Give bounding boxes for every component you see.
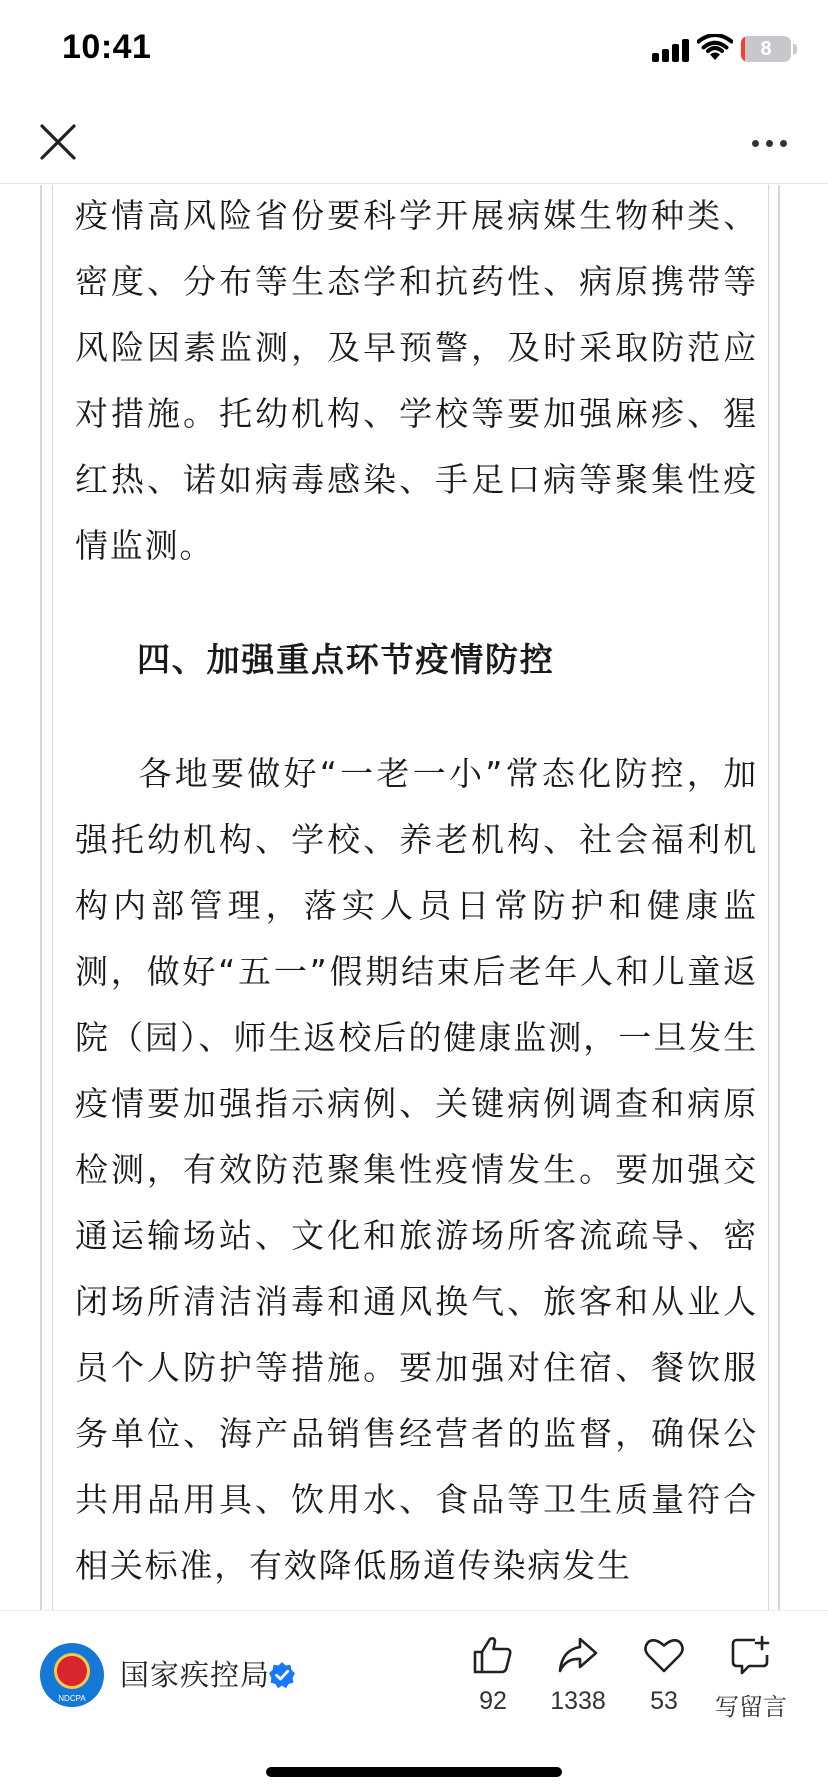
ndcpa-emblem-icon <box>54 1653 90 1689</box>
verified-badge-icon <box>268 1661 296 1689</box>
favorite-count: 53 <box>650 1687 678 1715</box>
article-content <box>0 185 828 1610</box>
favorite-button[interactable] <box>619 1633 709 1733</box>
article-paragraph: 疫情高风险省份要科学开展病媒生物种类、密度、分布等生态学和抗药性、病原携带等风险因素监测，及早预警，及时采取防范应对措施。托幼机构、学校等要加强麻疹、猩红热、诺如病毒感染、手足口病等聚集性疫情监测。 <box>75 196 758 565</box>
nav-bar <box>0 100 828 184</box>
article-paragraph <box>75 741 758 1599</box>
section-heading <box>75 627 758 693</box>
thumbs-up-icon <box>471 1633 515 1677</box>
home-indicator[interactable] <box>266 1767 562 1777</box>
write-comment-label: 写留言 <box>715 1693 787 1721</box>
article-paragraph-text: 各地要做好“一老一小”常态化防控，加强托幼机构、学校、养老机构、社会福利机构内部管理，落实人员日常防护和健康监测，做好“五一”假期结束后老年人和儿童返院（园）、师生返校后的健康监测，一旦发生疫情要加强指示病例、关键病例调查和病原检测，有效防范聚集性疫情发生。要加强交通运输场站、文化和旅游场所客流疏导、密闭场所清洁消毒和通风换气、旅客和从业人员个人防护等措施。要加强对住宿、餐饮服务单位、海产品销售经营者的监督，确保公共用品用具、饮用水、食品等卫生质量符合相关标准，有效降低肠道传染病发生 <box>75 754 758 1585</box>
like-button[interactable] <box>448 1633 538 1733</box>
status-bar <box>0 0 828 100</box>
close-icon[interactable] <box>36 120 80 164</box>
bottom-toolbar <box>0 1610 828 1792</box>
cellular-signal-icon <box>652 38 692 62</box>
heart-icon <box>642 1633 686 1677</box>
account-avatar[interactable] <box>40 1643 104 1707</box>
status-time: 10:41 <box>62 28 152 66</box>
avatar-caption: NDCPA <box>58 1694 86 1703</box>
share-arrow-icon <box>556 1633 600 1677</box>
write-comment-button[interactable] <box>706 1633 796 1733</box>
more-options-icon[interactable] <box>746 122 794 162</box>
battery-cap <box>793 44 797 54</box>
share-button[interactable] <box>533 1633 623 1733</box>
like-count: 92 <box>479 1687 507 1715</box>
frame-border-right-inner <box>768 185 769 1610</box>
share-count: 1338 <box>550 1687 606 1715</box>
comment-add-icon <box>729 1633 773 1677</box>
account-name[interactable]: 国家疾控局 <box>120 1658 271 1692</box>
frame-border-right-outer <box>778 185 780 1610</box>
section-heading-text: 四、加强重点环节疫情防控 <box>137 640 555 679</box>
frame-border-left-inner <box>52 185 53 1610</box>
battery-level: 8 <box>760 38 772 60</box>
wifi-icon <box>697 34 733 62</box>
battery-icon <box>741 36 791 62</box>
article-text <box>75 185 758 1599</box>
frame-border-left-outer <box>40 185 42 1610</box>
